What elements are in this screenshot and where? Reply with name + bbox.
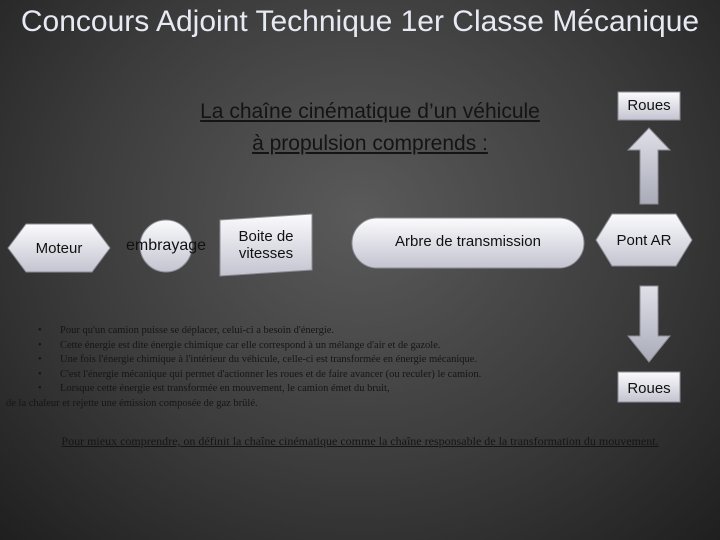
- bullet-continuation: de la chaleur et rejette une émission composée de gaz brûlé.: [6, 397, 258, 409]
- subtitle-line-2: à propulsion comprends :: [252, 132, 488, 155]
- roues-top-label: Roues: [627, 96, 671, 114]
- bullet-item: • Lorsque cette énergie est transformée en mouvement, le camion émet du bruit,: [6, 382, 606, 397]
- bullet-marker: •: [38, 325, 42, 336]
- pont-label: Pont AR: [616, 231, 672, 249]
- bullet-marker: •: [38, 383, 42, 394]
- moteur-label: Moteur: [35, 239, 83, 257]
- arrow-down-icon: [628, 286, 670, 362]
- roues-bottom-label: Roues: [627, 379, 671, 397]
- bullet-marker: •: [38, 368, 42, 380]
- bullet-item: • Pour qu'un camion puisse se déplacer, celui-ci a besoin d'énergie.: [6, 324, 606, 339]
- subtitle-line-1: La chaîne cinématique d’un véhicule: [200, 100, 540, 123]
- boite-label-line-1: Boite de: [238, 228, 294, 245]
- bullet-marker: •: [38, 339, 42, 351]
- footnote: Pour mieux comprendre, on définit la chaîne cinématique comme la chaîne responsable de la transformation du mouvement.: [61, 434, 659, 448]
- bullet-item: • Une fois l'énergie chimique à l'intérieur du véhicule, celle-ci est transformée en énergie mécanique.: [6, 353, 606, 368]
- bullet-item: • C'est l'énergie mécanique qui permet d'actionner les roues et de faire avancer (ou reculer) le camion.: [6, 368, 606, 383]
- slide-title: Concours Adjoint Technique 1er Classe Mécanique: [20, 5, 700, 38]
- bullet-marker: •: [38, 354, 42, 365]
- embrayage-label: embrayage: [125, 237, 207, 254]
- boite-label-line-2: vitesses: [238, 245, 294, 262]
- boite-label: [220, 217, 312, 273]
- arbre-label: Arbre de transmission: [395, 232, 541, 250]
- bullet-item: • Cette énergie est dite énergie chimique car elle correspond à un mélange d'air et de gazole.: [6, 339, 606, 354]
- bullet-list: [6, 324, 606, 411]
- arrow-up-icon: [628, 128, 670, 204]
